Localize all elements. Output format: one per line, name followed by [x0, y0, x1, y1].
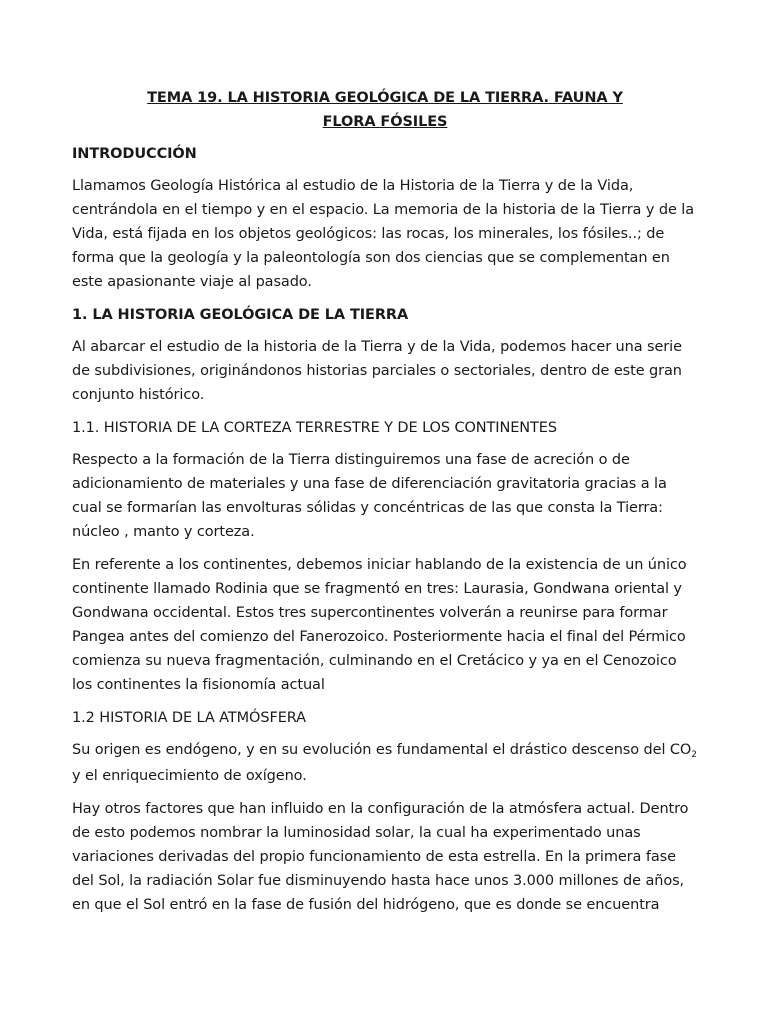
intro-heading: INTRODUCCIÓN	[72, 146, 197, 162]
co2-subscript: 2	[691, 750, 697, 760]
intro-paragraph: Llamamos Geología Histórica al estudio de la Historia de la Tierra y de la Vida, centrándola en el tiempo y en el espacio. La memoria de la historia de la Tierra y de la Vida, está fijada en los objetos geológicos: las rocas, los minerales, los fósiles..; de forma que la geología y la paleontología son dos ciencias que se complementan en este apasionante viaje al pasado.	[72, 178, 694, 290]
document-page	[72, 86, 698, 926]
document-title	[72, 86, 698, 134]
atmosphere-text-end: y el enriquecimiento de oxígeno.	[72, 768, 307, 784]
section-1-1-heading: 1.1. HISTORIA DE LA CORTEZA TERRESTRE Y DE LOS CONTINENTES	[72, 420, 557, 436]
section-1-heading: 1. LA HISTORIA GEOLÓGICA DE LA TIERRA	[72, 307, 409, 323]
section-1-paragraph: Al abarcar el estudio de la historia de la Tierra y de la Vida, podemos hacer una serie de subdivisiones, originándonos historias parciales o sectoriales, dentro de este gran conjunto histórico.	[72, 339, 682, 403]
section-1-1-paragraph-1: Respecto a la formación de la Tierra distinguiremos una fase de acreción o de adicionamiento de materiales y una fase de diferenciación gravitatoria gracias a la cual se formarían las envolturas sólidas y concéntricas de las que consta la Tierra: núcleo , manto y corteza.	[72, 452, 667, 540]
atmosphere-text-start: Su origen es endógeno, y en su evolución es fundamental el drástico descenso del CO	[72, 742, 692, 758]
section-1-2-paragraph-1	[72, 738, 698, 788]
section-1-2-heading: 1.2 HISTORIA DE LA ATMÓSFERA	[72, 710, 306, 726]
title-line-1: TEMA 19. LA HISTORIA GEOLÓGICA DE LA TIERRA. FAUNA Y	[147, 90, 623, 106]
title-line-2: FLORA FÓSILES	[322, 114, 448, 130]
section-1-2-paragraph-2: Hay otros factores que han influido en la configuración de la atmósfera actual. Dentro de esto podemos nombrar la luminosidad solar, la cual ha experimentado unas variaciones derivadas del propio funcionamiento de esta estrella. En la primera fase del Sol, la radiación Solar fue disminuyendo hasta hace unos 3.000 millones de años, en que el Sol entró en la fase de fusión del hidrógeno, que es donde se encuentra	[72, 801, 689, 913]
section-1-1-paragraph-2: En referente a los continentes, debemos iniciar hablando de la existencia de un único continente llamado Rodinia que se fragmentó en tres: Laurasia, Gondwana oriental y Gondwana occidental. Estos tres supercontinentes volverán a reunirse para formar Pangea antes del comienzo del Fanerozoico. Posteriormente hacia el final del Pérmico comienza su nueva fragmentación, culminando en el Cretácico y ya en el Cenozoico los continentes la fisionomía actual	[72, 557, 687, 693]
